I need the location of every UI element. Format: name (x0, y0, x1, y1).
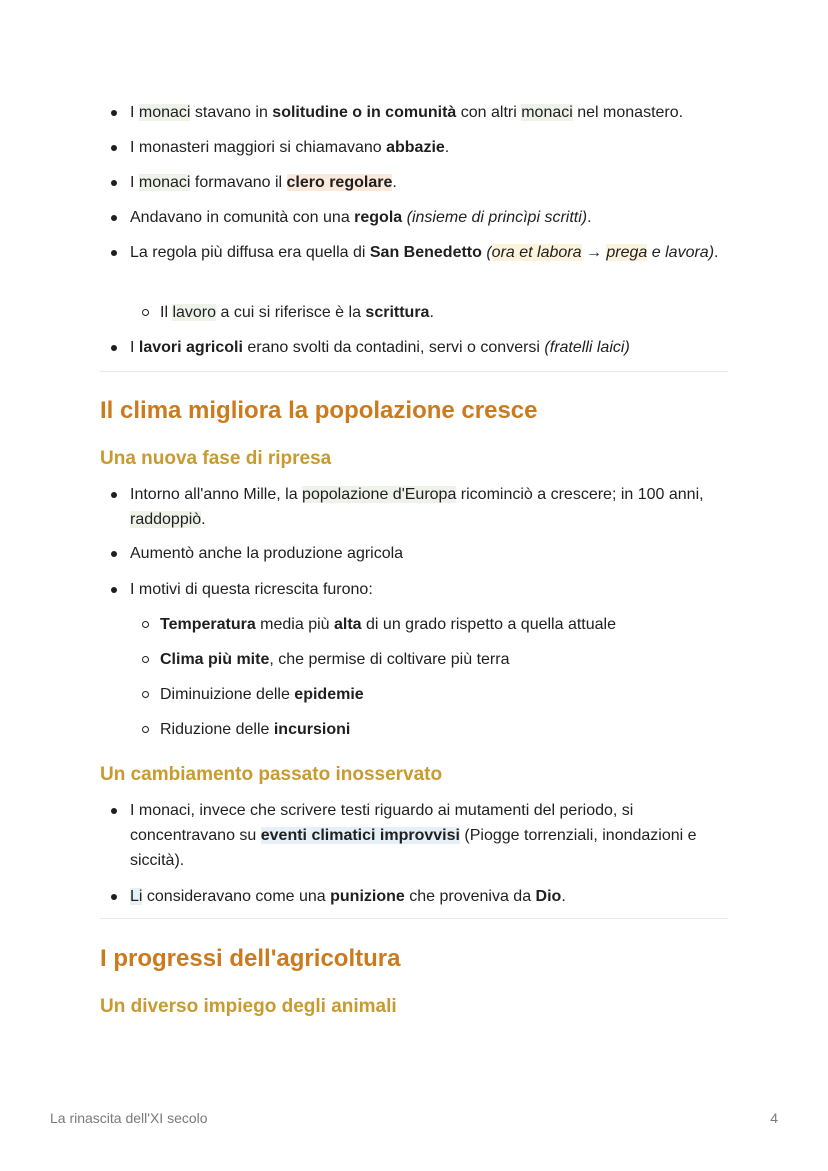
monks-sublist (100, 300, 728, 325)
list-item: I monaci, invece che scrivere testi riguardo ai mutamenti del periodo, si concentravano su eventi climatici improvvisi (Piogge torrenziali, inondazioni e siccità). (100, 798, 728, 873)
reasons-sublist-3 (100, 682, 728, 707)
unnoticed-list-2 (100, 884, 728, 909)
reasons-sublist-1 (100, 612, 728, 637)
list-item: Li consideravano come una punizione che proveniva da Dio. (100, 884, 728, 909)
list-item: I motivi di questa ricrescita furono: (100, 577, 728, 602)
list-item: I lavori agricoli erano svolti da contadini, servi o conversi (fratelli laici) (100, 335, 728, 360)
list-item: Clima più mite, che permise di coltivare più terra (100, 647, 728, 672)
list-item: I monasteri maggiori si chiamavano abbazie. (100, 135, 728, 160)
monks-list-6 (100, 335, 728, 360)
recovery-list-1 (100, 482, 728, 532)
recovery-list-2 (100, 541, 728, 566)
list-item: Riduzione delle incursioni (100, 717, 728, 742)
section-heading: Il clima migliora la popolazione cresce (100, 397, 538, 424)
list-item: Diminuizione delle epidemie (100, 682, 728, 707)
subsection-heading: Una nuova fase di ripresa (100, 448, 332, 469)
list-item: La regola più diffusa era quella di San Benedetto (ora et labora → prega e lavora). (100, 240, 728, 265)
reasons-sublist-2 (100, 647, 728, 672)
list-item: Il lavoro a cui si riferisce è la scrittura. (100, 300, 728, 325)
section-divider (100, 918, 728, 919)
subsection-heading: Un cambiamento passato inosservato (100, 764, 443, 785)
list-item: I monaci stavano in solitudine o in comunità con altri monaci nel monastero. (100, 100, 728, 125)
recovery-list-3 (100, 577, 728, 602)
list-item: Temperatura media più alta di un grado rispetto a quella attuale (100, 612, 728, 637)
list-item: Andavano in comunità con una regola (insieme di princìpi scritti). (100, 205, 728, 230)
list-item: Aumentò anche la produzione agricola (100, 541, 728, 566)
list-item: Intorno all'anno Mille, la popolazione d'Europa ricominciò a crescere; in 100 anni, raddoppiò. (100, 482, 728, 532)
list-item: I monaci formavano il clero regolare. (100, 170, 728, 195)
section-divider (100, 371, 728, 372)
unnoticed-list-1 (100, 798, 728, 873)
monks-list-4 (100, 205, 728, 230)
footer-page-number: 4 (770, 1110, 778, 1126)
monks-list (100, 100, 728, 125)
monks-list-5 (100, 240, 728, 265)
subsection-heading: Un diverso impiego degli animali (100, 996, 397, 1017)
footer-document-title: La rinascita dell'XI secolo (50, 1110, 208, 1126)
section-heading: I progressi dell'agricoltura (100, 945, 401, 972)
reasons-sublist-4 (100, 717, 728, 742)
monks-list-2 (100, 135, 728, 160)
monks-list-3 (100, 170, 728, 195)
